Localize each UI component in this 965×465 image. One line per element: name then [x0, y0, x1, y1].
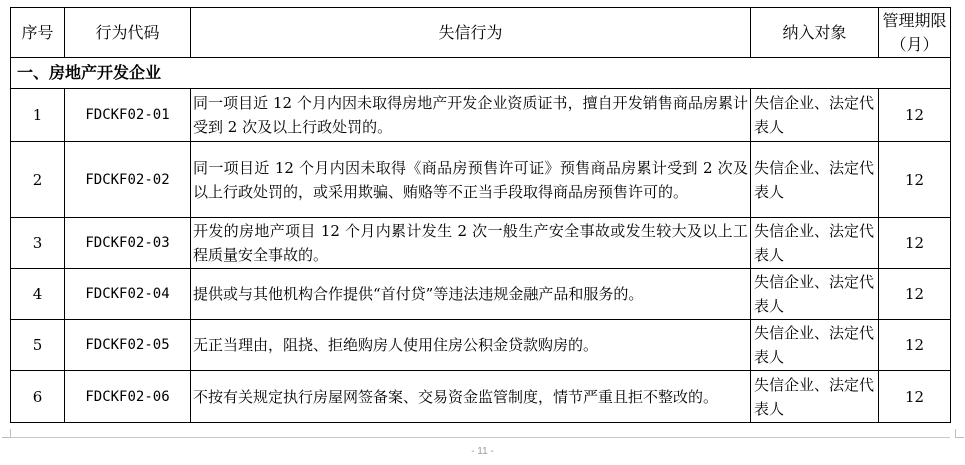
row-index: 1 [11, 89, 65, 142]
row-index: 4 [11, 269, 65, 320]
row-target: 失信企业、法定代表人 [751, 142, 879, 218]
row-behavior: 不按有关规定执行房屋网签备案、交易资金监管制度，情节严重且拒不整改的。 [191, 371, 751, 423]
row-behavior: 提供或与其他机构合作提供“首付贷”等违法违规金融产品和服务的。 [191, 269, 751, 320]
section-title: 一、房地产开发企业 [11, 58, 951, 89]
row-code: FDCKF02-05 [65, 320, 191, 371]
row-code: FDCKF02-02 [65, 142, 191, 218]
row-index: 3 [11, 218, 65, 269]
table-row [11, 218, 951, 269]
row-period: 12 [879, 89, 951, 142]
row-period: 12 [879, 371, 951, 423]
table-row [11, 320, 951, 371]
header-behavior: 失信行为 [191, 8, 751, 58]
row-behavior: 无正当理由，阻挠、拒绝购房人使用住房公积金贷款购房的。 [191, 320, 751, 371]
row-behavior: 开发的房地产项目 12 个月内累计发生 2 次一般生产安全事故或发生较大及以上工程质量安全事故的。 [191, 218, 751, 269]
row-index: 5 [11, 320, 65, 371]
row-target: 失信企业、法定代表人 [751, 320, 879, 371]
row-code: FDCKF02-01 [65, 89, 191, 142]
header-code: 行为代码 [65, 8, 191, 58]
page-corner-mark-right [955, 429, 964, 438]
row-code: FDCKF02-06 [65, 371, 191, 423]
header-index: 序号 [11, 8, 65, 58]
row-behavior: 同一项目近 12 个月内因未取得《商品房预售许可证》预售商品房累计受到 2 次及以上行政处罚的，或采用欺骗、贿赂等不正当手段取得商品房预售许可的。 [191, 142, 751, 218]
row-code: FDCKF02-03 [65, 218, 191, 269]
row-period: 12 [879, 142, 951, 218]
row-index: 2 [11, 142, 65, 218]
table-row [11, 269, 951, 320]
header-period: 管理期限（月） [879, 8, 951, 58]
credit-table [10, 7, 951, 423]
row-target: 失信企业、法定代表人 [751, 371, 879, 423]
row-period: 12 [879, 269, 951, 320]
row-target: 失信企业、法定代表人 [751, 269, 879, 320]
row-period: 12 [879, 218, 951, 269]
row-behavior: 同一项目近 12 个月内因未取得房地产开发企业资质证书，擅自开发销售商品房累计受到 2 次及以上行政处罚的。 [191, 89, 751, 142]
row-index: 6 [11, 371, 65, 423]
table-row [11, 142, 951, 218]
table-row [11, 89, 951, 142]
section-row [11, 58, 951, 89]
header-target: 纳入对象 [751, 8, 879, 58]
page-number: - 11 - [471, 446, 494, 457]
table-row [11, 371, 951, 423]
table-header-row [11, 8, 951, 58]
row-code: FDCKF02-04 [65, 269, 191, 320]
row-target: 失信企业、法定代表人 [751, 89, 879, 142]
row-target: 失信企业、法定代表人 [751, 218, 879, 269]
page-footer-divider [10, 437, 950, 438]
row-period: 12 [879, 320, 951, 371]
